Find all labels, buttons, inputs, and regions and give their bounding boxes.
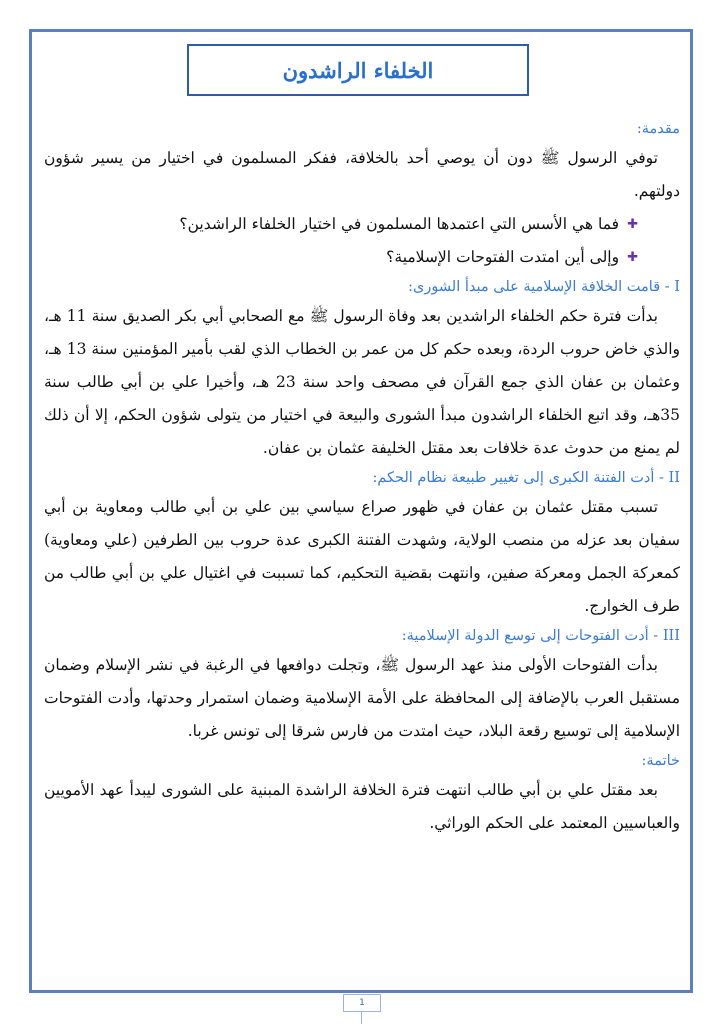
- conclusion-paragraph: بعد مقتل علي بن أبي طالب انتهت فترة الخلافة الراشدة المبنية على الشورى ليبدأ عهد الأمويين والعباسيين المعتمد على الحكم الوراثي.: [44, 781, 680, 832]
- bullet-text: فما هي الأسس التي اعتمدها المسلمون في اختيار الخلفاء الراشدين؟: [179, 215, 620, 233]
- document-body: [44, 116, 680, 840]
- page-number-divider: [361, 1012, 362, 1024]
- arrow-bullet-icon: ✚: [627, 250, 638, 265]
- section-3-paragraph: بدأت الفتوحات الأولى منذ عهد الرسول ﷺ، وتجلت دوافعها في الرغبة في نشر الإسلام وضمان مستقبل العرب بالإضافة إلى المحافظة على الأمة الإسلامية وضمان استمرار وحدتها، وأدت الفتوحات الإسلامية إلى توسيع رقعة البلاد، حيث امتدت من فارس شرقا إلى تونس غربا.: [44, 656, 680, 740]
- bullet-text: وإلى أين امتدت الفتوحات الإسلامية؟: [386, 248, 620, 266]
- arrow-bullet-icon: ✚: [627, 217, 638, 232]
- section-3-heading: III - أدت الفتوحات إلى توسع الدولة الإسلامية:: [401, 628, 680, 644]
- intro-paragraph: توفي الرسول ﷺ دون أن يوصي أحد بالخلافة، ففكر المسلمون في اختيار من يسير شؤون دولتهم.: [44, 149, 680, 200]
- section-2-heading: II - أدت الفتنة الكبرى إلى تغيير طبيعة نظام الحكم:: [372, 470, 680, 486]
- intro-heading: مقدمة:: [636, 121, 680, 137]
- intro-question-2: [44, 241, 680, 274]
- section-1-heading: I - قامت الخلافة الإسلامية على مبدأ الشورى:: [408, 279, 680, 295]
- page-title: الخلفاء الراشدون: [282, 57, 434, 83]
- conclusion-heading: خاتمة:: [641, 753, 680, 769]
- intro-question-1: [44, 208, 680, 241]
- page-number: 1: [343, 994, 381, 1012]
- section-2-paragraph: تسبب مقتل عثمان بن عفان في ظهور صراع سياسي بين علي بن أبي طالب ومعاوية بن أبي سفيان بعد عزله من منصب الولاية، وشهدت الفتنة الكبرى عدة حروب بين الطرفين (علي ومعاوية) كمعركة الجمل ومعركة صفين، وانتهت بقضية التحكيم، كما تسببت في اغتيال علي بن أبي طالب من طرف الخوارج.: [44, 498, 680, 615]
- title-box: [187, 44, 529, 96]
- section-1-paragraph: بدأت فترة حكم الخلفاء الراشدين بعد وفاة الرسول ﷺ مع الصحابي أبي بكر الصديق سنة 11 هـ، والذي خاض حروب الردة، وبعده حكم كل من عمر بن الخطاب الذي لقب بأمير المؤمنين سنة 13 هـ، وعثمان بن عفان الذي جمع القرآن في مصحف واحد سنة 23 هـ، وأخيرا علي بن أبي طالب سنة 35هـ، وقد اتبع الخلفاء الراشدون مبدأ الشورى والبيعة في اختيار من يتولى شؤون الحكم، إلا أن ذلك لم يمنع من حدوث عدة خلافات بعد مقتل الخليفة عثمان بن عفان.: [44, 307, 680, 457]
